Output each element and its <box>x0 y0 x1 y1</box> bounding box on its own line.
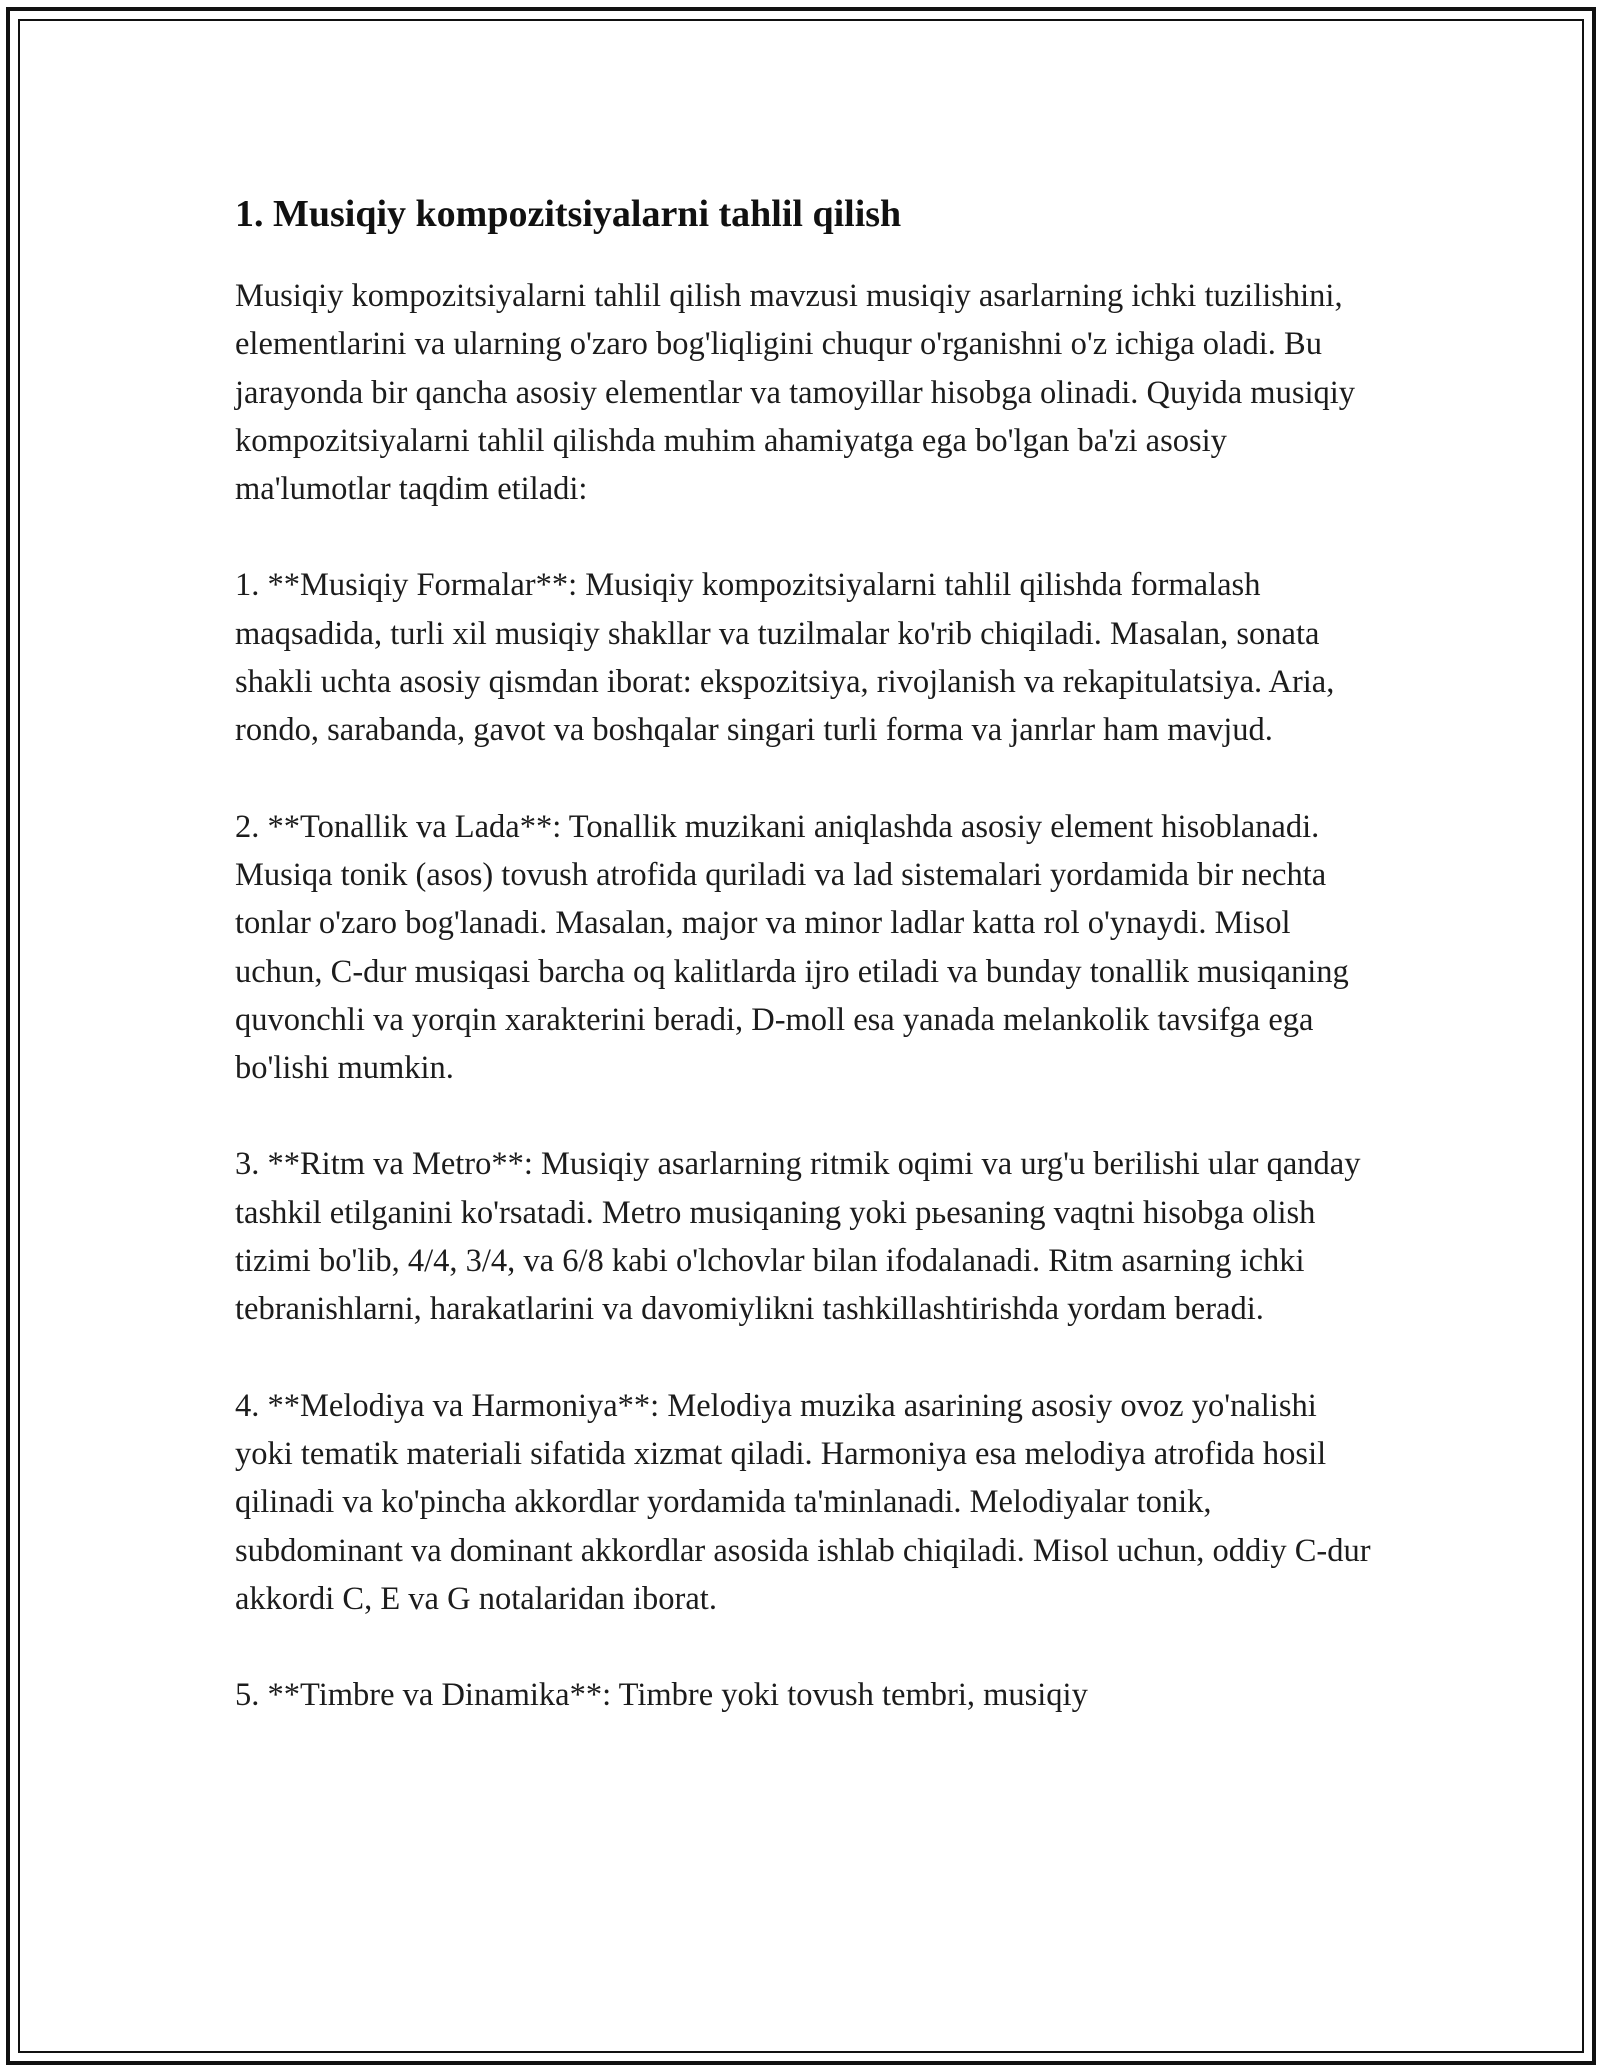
document-body <box>235 186 1375 1767</box>
paragraph-tonality: 2. **Tonallik va Lada**: Tonallik muzikani aniqlashda asosiy element hisoblanadi. Musiqa tonik (asos) tovush atrofida quriladi va lad sistemalari yordamida bir nechta tonlar o'zaro bog'lanadi. Masalan, major va minor ladlar katta rol o'ynaydi. Misol uchun, C-dur musiqasi barcha oq kalitlarda ijro etiladi va bunday tonallik musiqaning quvonchli va yorqin xarakterini beradi, D-moll esa yanada melankolik tavsifga ega bo'lishi mumkin. <box>235 808 1349 1087</box>
document-heading: 1. Musiqiy kompozitsiyalarni tahlil qilish <box>235 193 902 235</box>
paragraph-musical-forms: 1. **Musiqiy Formalar**: Musiqiy kompozitsiyalarni tahlil qilishda formalash maqsadida, turli xil musiqiy shakllar va tuzilmalar ko'rib chiqiladi. Masalan, sonata shakli uchta asosiy qismdan iborat: ekspozitsiya, rivojlanish va rekapitulatsiya. Aria, rondo, sarabanda, gavot va boshqalar singari turli forma va janrlar ham mavjud. <box>235 567 1335 749</box>
paragraph-timbre-dynamics: 5. **Timbre va Dinamika**: Timbre yoki tovush tembri, musiqiy <box>235 1677 1088 1714</box>
paragraph-intro: Musiqiy kompozitsiyalarni tahlil qilish mavzusi musiqiy asarlarning ichki tuzilishini, elementlarini va ularning o'zaro bog'liqligini chuqur o'rganishni o'z ichiga oladi. Bu jarayonda bir qancha asosiy elementlar va tamoyillar hisobga olinadi. Quyida musiqiy kompozitsiyalarni tahlil qilishda muhim ahamiyatga ega bo'lgan ba'zi asosiy ma'lumotlar taqdim etiladi: <box>235 278 1356 508</box>
paragraph-melody-harmony: 4. **Melodiya va Harmoniya**: Melodiya muzika asarining asosiy ovoz yo'nalishi yoki tematik materiali sifatida xizmat qiladi. Harmoniya esa melodiya atrofida hosil qilinadi va ko'pincha akkordlar yordamida ta'minlanadi. Melodiyalar tonik, subdominant va dominant akkordlar asosida ishlab chiqiladi. Misol uchun, oddiy C-dur akkordi C, E va G notalaridan iborat. <box>235 1387 1371 1617</box>
paragraph-rhythm-meter: 3. **Ritm va Metro**: Musiqiy asarlarning ritmik oqimi va urg'u berilishi ular qanday tashkil etilganini ko'rsatadi. Metro musiqaning yoki pьesaning vaqtni hisobga olish tizimi bo'lib, 4/4, 3/4, va 6/8 kabi o'lchovlar bilan ifodalanadi. Ritm asarning ichki tebranishlarni, harakatlarini va davomiylikni tashkillashtirishda yordam beradi. <box>235 1146 1361 1328</box>
